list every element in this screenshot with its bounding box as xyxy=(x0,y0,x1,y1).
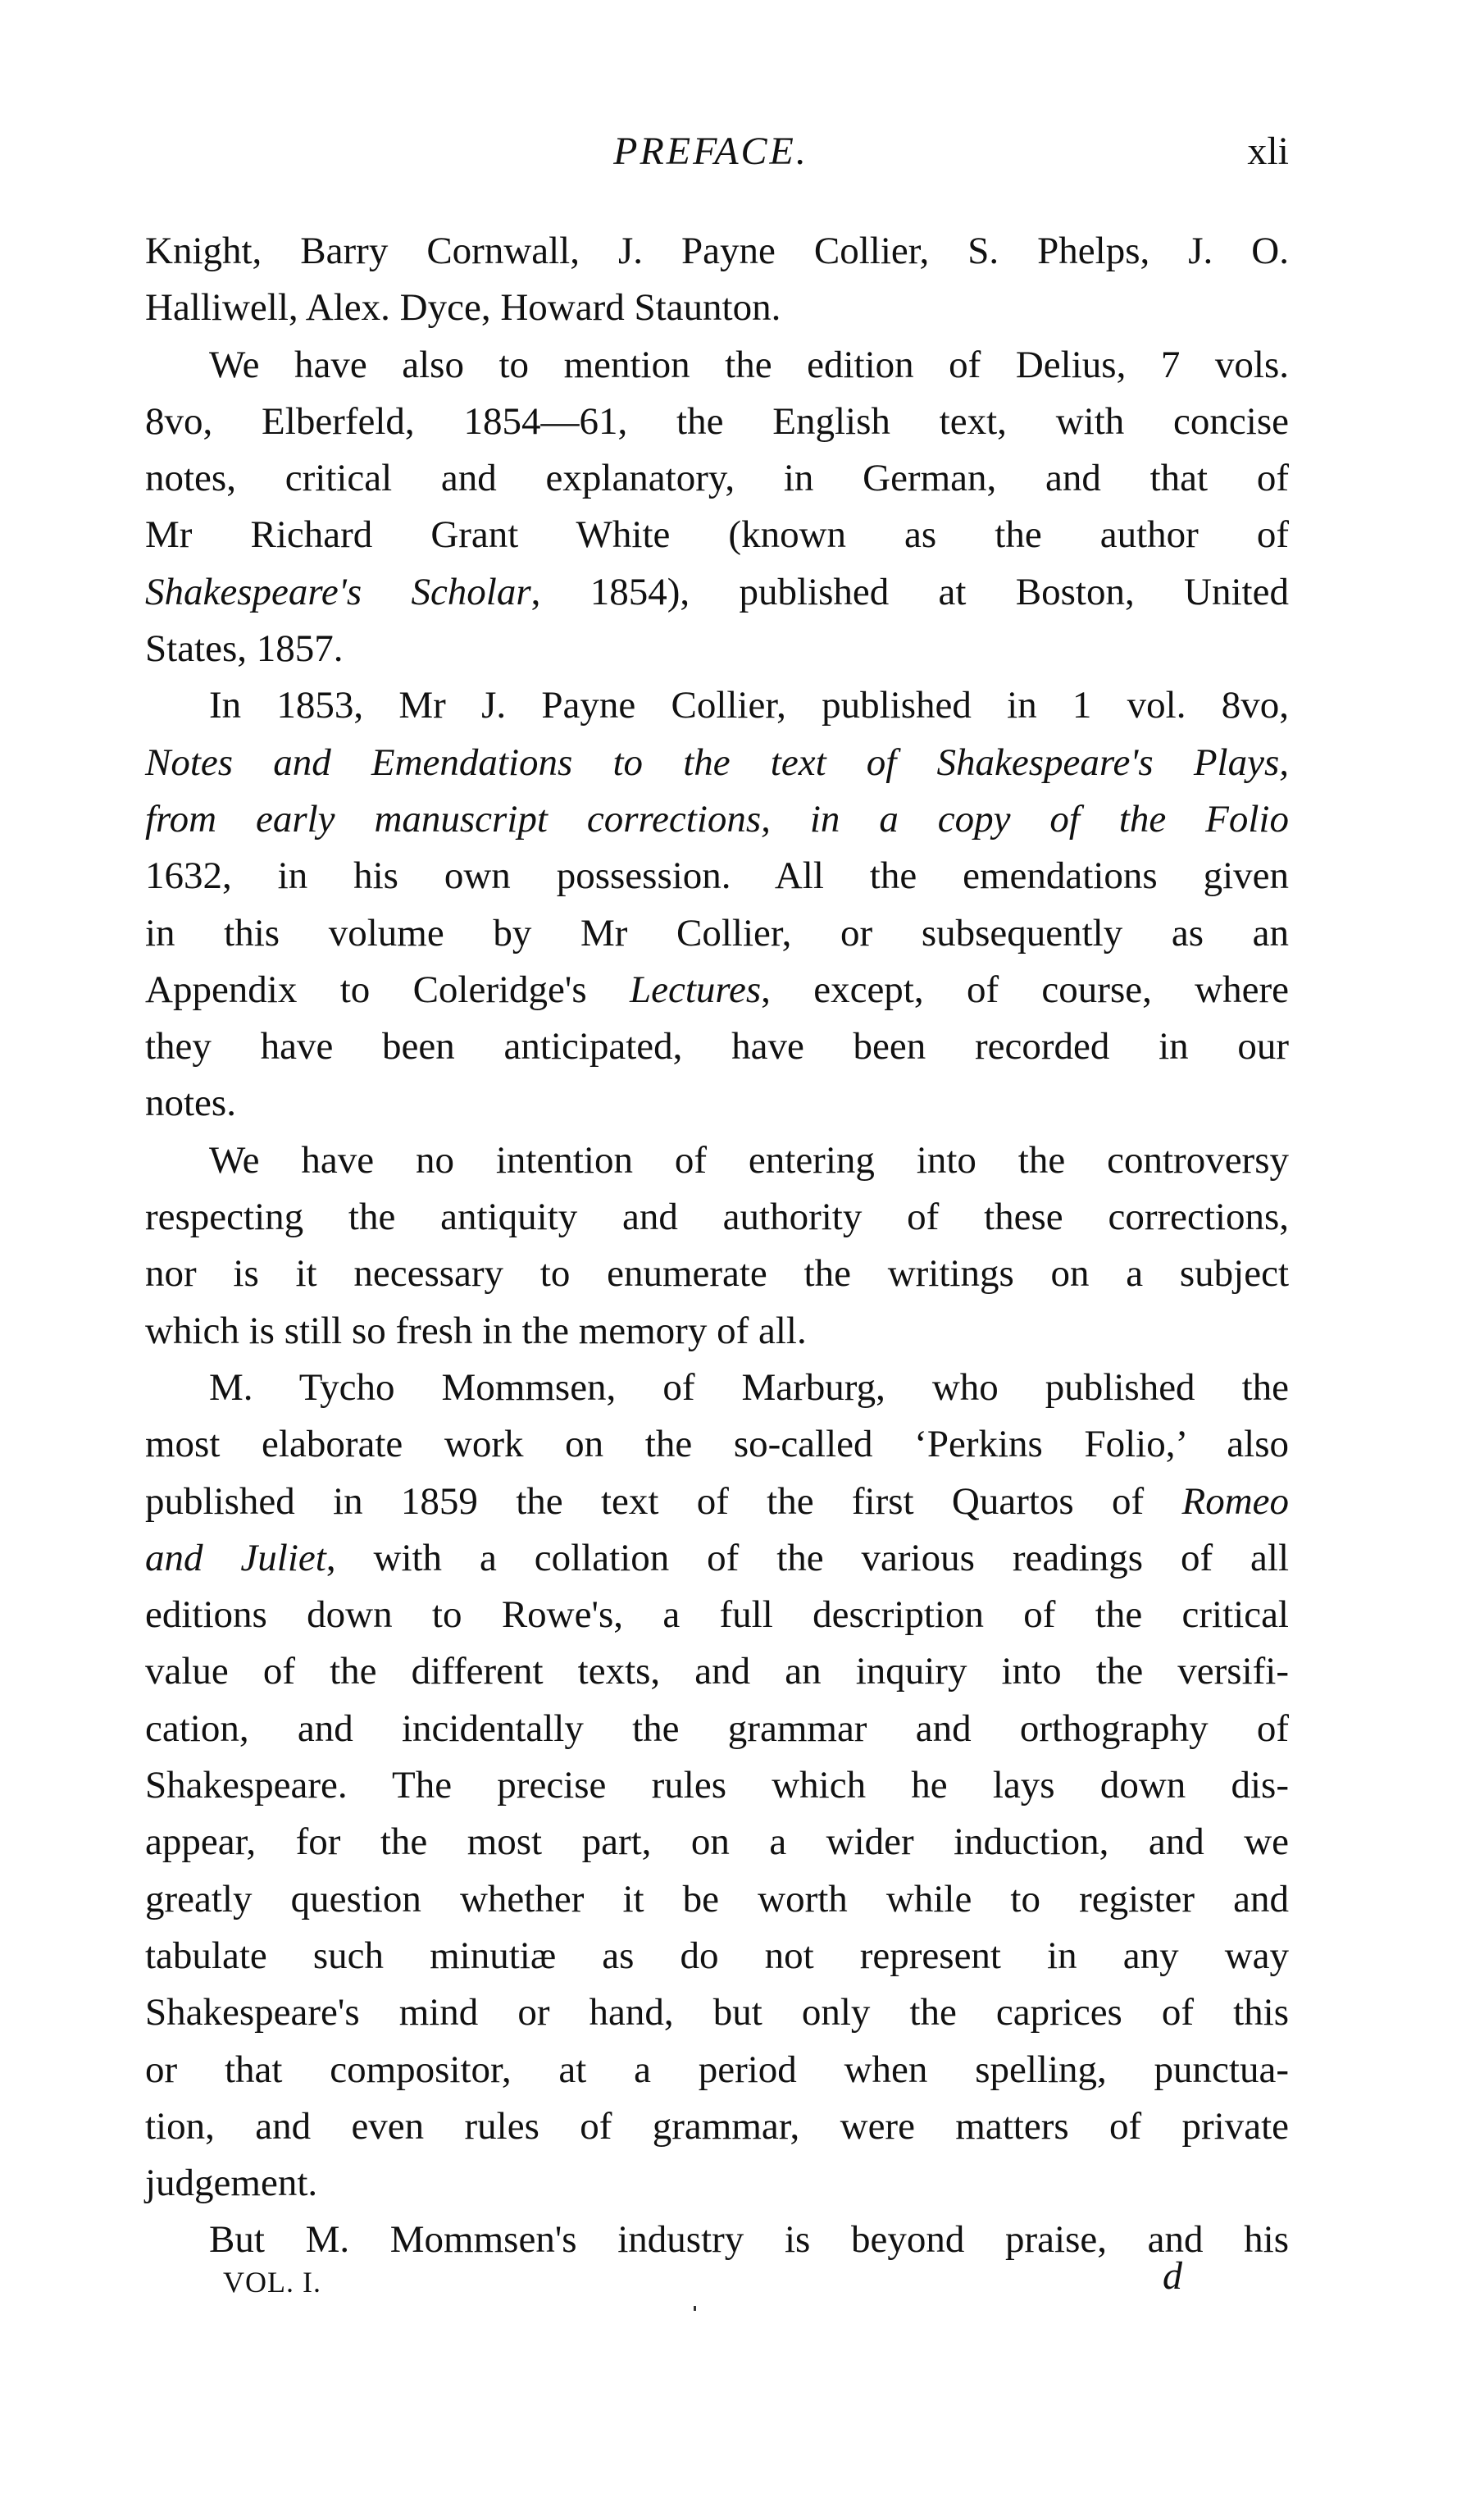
text-run: cation, and incidentally the grammar and orthography of xyxy=(145,1706,1289,1750)
text-run: Shakespeare. The precise rules which he lays down dis- xyxy=(145,1764,1289,1807)
text-run: Shakespeare's mind or hand, but only the caprices of this xyxy=(145,1991,1289,2034)
text-run: , with a collation of the various readings of all xyxy=(325,1536,1290,1579)
text-line xyxy=(145,1075,1289,1132)
text-line xyxy=(145,1643,1289,1700)
text-line xyxy=(145,2098,1289,2155)
text-run: tion, and even rules of grammar, were matters of private xyxy=(145,2104,1289,2148)
text-line xyxy=(145,1474,1289,1530)
text-run: 8vo, Elberfeld, 1854—61, the English text, with concise xyxy=(145,399,1289,443)
text-line xyxy=(145,223,1289,280)
text-run: We have also to mention the edition of Delius, 7 vols. xyxy=(209,343,1289,386)
text-run: which is still so fresh in the memory of all. xyxy=(145,1309,807,1352)
printer-mark xyxy=(694,2306,696,2311)
text-run: Knight, Barry Cornwall, J. Payne Collier, S. Phelps, J. O. xyxy=(145,230,1289,272)
text-line xyxy=(145,677,1289,734)
text-line xyxy=(145,1132,1289,1189)
text-line xyxy=(145,1587,1289,1643)
text-line xyxy=(145,1303,1289,1360)
text-run: tabulate such minutiæ as do not represent in any way xyxy=(145,1934,1289,1977)
text-line xyxy=(145,735,1289,791)
text-run: We have no intention of entering into the controversy xyxy=(209,1138,1289,1182)
text-line xyxy=(145,905,1289,962)
text-run: value of the different texts, and an inquiry into the versifi- xyxy=(145,1650,1289,1693)
text-run: States, 1857. xyxy=(145,627,344,671)
text-run: they have been anticipated, have been recorded in our xyxy=(145,1025,1289,1068)
text-line xyxy=(145,621,1289,677)
text-line xyxy=(145,1928,1289,1984)
italic-text: Lectures xyxy=(630,968,762,1011)
text-line xyxy=(145,1757,1289,1814)
text-line xyxy=(145,1416,1289,1473)
text-run: notes. xyxy=(145,1082,236,1125)
text-line xyxy=(145,1018,1289,1075)
text-line xyxy=(145,848,1289,904)
text-run: But M. Mommsen's industry is beyond praise, and his xyxy=(209,2218,1289,2262)
italic-text: Romeo xyxy=(1181,1479,1289,1523)
text-line xyxy=(145,1246,1289,1302)
text-line xyxy=(145,1871,1289,1928)
text-line xyxy=(145,507,1289,563)
running-head-title: PREFACE. xyxy=(613,130,808,173)
text-run: , except, of course, where xyxy=(761,968,1289,1011)
text-run: notes, critical and explanatory, in German, and that of xyxy=(145,457,1289,500)
italic-text: Notes and Emendations to the text of Shakespeare's Plays, xyxy=(145,740,1289,784)
text-line xyxy=(145,1189,1289,1246)
text-run: most elaborate work on the so-called ‘Perkins Folio,’ also xyxy=(145,1423,1289,1466)
text-line xyxy=(145,337,1289,394)
text-line xyxy=(145,1530,1289,1587)
text-run: Mr Richard Grant White (known as the author of xyxy=(145,513,1289,557)
text-run: in this volume by Mr Collier, or subsequently as an xyxy=(145,911,1289,955)
italic-text: from early manuscript corrections, in a copy of the Folio xyxy=(145,797,1289,841)
page-number: xli xyxy=(1247,130,1289,173)
text-line xyxy=(145,1814,1289,1870)
text-run: judgement. xyxy=(145,2162,318,2205)
text-line xyxy=(145,450,1289,507)
signature-mark: d xyxy=(1163,2254,1182,2298)
text-run: 1632, in his own possession. All the emendations given xyxy=(145,854,1289,898)
text-line xyxy=(145,1984,1289,2041)
text-line xyxy=(145,280,1289,336)
italic-text: and Juliet xyxy=(145,1536,326,1579)
text-line xyxy=(145,1701,1289,1757)
text-line xyxy=(145,394,1289,450)
text-run: Appendix to Coleridge's xyxy=(145,968,630,1011)
text-line xyxy=(145,2212,1289,2268)
text-line xyxy=(145,1360,1289,1416)
text-run: Halliwell, Alex. Dyce, Howard Staunton. xyxy=(145,286,781,330)
text-run: or that compositor, at a period when spelling, punctua- xyxy=(145,2048,1289,2091)
text-run: greatly question whether it be worth while to register and xyxy=(145,1877,1289,1921)
body-text xyxy=(145,223,1289,2269)
text-run: published in 1859 the text of the first Quartos of xyxy=(145,1479,1182,1523)
text-run: nor is it necessary to enumerate the writings on a subject xyxy=(145,1252,1289,1296)
text-line xyxy=(145,962,1289,1018)
text-run: respecting the antiquity and authority of these corrections, xyxy=(145,1196,1289,1239)
text-line xyxy=(145,2155,1289,2212)
text-run: appear, for the most part, on a wider induction, and we xyxy=(145,1820,1289,1864)
italic-text: Shakespeare's Scholar xyxy=(145,570,531,613)
text-line xyxy=(145,2042,1289,2098)
text-run: M. Tycho Mommsen, of Marburg, who published the xyxy=(209,1365,1289,1409)
text-line xyxy=(145,791,1289,848)
text-run: In 1853, Mr J. Payne Collier, published in 1 vol. 8vo, xyxy=(209,684,1289,727)
text-line xyxy=(145,564,1289,621)
text-run: , 1854), published at Boston, United xyxy=(530,570,1289,613)
volume-mark: VOL. I. xyxy=(223,2266,321,2299)
text-run: editions down to Rowe's, a full description of the critical xyxy=(145,1593,1289,1637)
